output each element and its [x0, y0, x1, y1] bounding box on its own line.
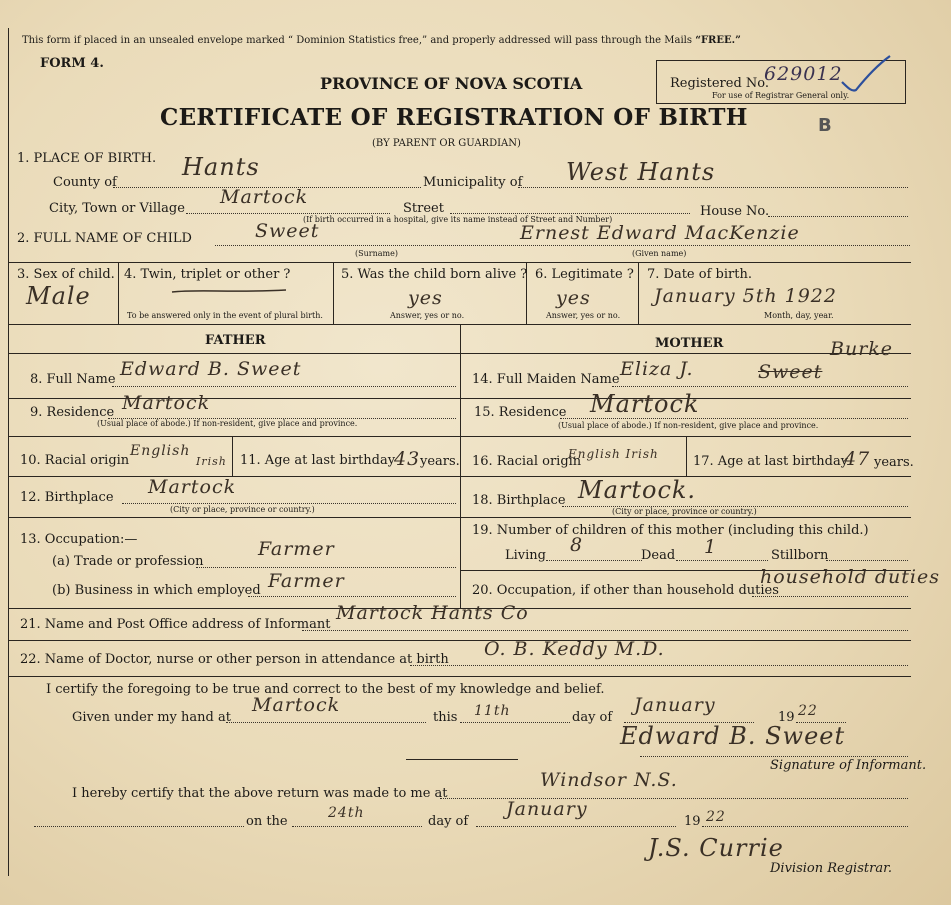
mother-birthplace-label: 18. Birthplace: [472, 493, 566, 508]
sex-value: Male: [26, 282, 91, 310]
doctor-label: 22. Name of Doctor, nurse or other person in attendance at birth: [20, 652, 449, 667]
father-racial-value-2: Irish: [196, 455, 227, 468]
division-registrar-caption: Division Registrar.: [770, 861, 892, 876]
this-label: this: [433, 710, 458, 725]
place-of-birth-label: 1. PLACE OF BIRTH.: [17, 151, 157, 166]
hereby-certify-label: I hereby certify that the above return was made to me at: [72, 786, 448, 801]
hospital-note: (If birth occurred in a hospital, give its name instead of Street and Number): [303, 215, 613, 224]
document-title: CERTIFICATE OF REGISTRATION OF BIRTH: [160, 104, 748, 131]
check-mark-icon: [838, 52, 894, 96]
informant-signature: Edward B. Sweet: [620, 722, 846, 750]
mother-heading: MOTHER: [655, 336, 724, 351]
mother-birthplace-value: Martock.: [578, 476, 697, 504]
house-number-label: House No.: [700, 204, 770, 219]
legitimate-caption: Answer, yes or no.: [546, 311, 621, 320]
date-birth-value: January 5th 1922: [654, 285, 837, 307]
mother-abode-note: (Usual place of abode.) If non-resident, give place and province.: [558, 421, 819, 430]
business-value: Farmer: [268, 570, 345, 592]
father-age-value: 43: [394, 448, 421, 470]
mother-racial-label: 16. Racial origin: [472, 454, 582, 469]
given-place-value: Martock: [252, 694, 341, 716]
surname-value: Sweet: [255, 220, 320, 242]
day-of-label-2: day of: [428, 814, 469, 829]
twin-note: To be answered only in the event of plural birth.: [127, 311, 323, 320]
father-name-label: 8. Full Name: [30, 372, 116, 387]
year-prefix-label-2: 19: [684, 814, 701, 829]
mother-maiden-value: Eliza J.: [620, 358, 694, 380]
father-years-label: years.: [420, 454, 460, 469]
mail-notice: This form if placed in an unsealed envelope marked “ Dominion Statistics free,” and properly addressed will pass through the Mails “FREE.”: [22, 35, 741, 46]
living-label: Living: [505, 548, 546, 563]
county-value: Hants: [182, 153, 260, 181]
mother-occupation-value: household duties: [760, 566, 940, 588]
mother-maiden-struck: Sweet: [758, 361, 823, 383]
given-month-value: January: [634, 694, 716, 716]
father-residence-value: Martock: [122, 392, 211, 414]
given-name-caption: (Given name): [632, 249, 687, 258]
sex-label: 3. Sex of child.: [17, 267, 115, 282]
father-heading: FATHER: [205, 333, 266, 348]
father-age-label: 11. Age at last birthday: [240, 453, 396, 468]
date-birth-caption: Month, day, year.: [764, 311, 834, 320]
year-prefix-label: 19: [778, 710, 795, 725]
stamp-mark: B: [818, 115, 832, 136]
dead-label: Dead: [641, 548, 676, 563]
born-alive-caption: Answer, yes or no.: [390, 311, 465, 320]
mother-age-value: 47: [844, 448, 871, 470]
full-name-child-label: 2. FULL NAME OF CHILD: [17, 231, 192, 246]
mother-occupation-label: 20. Occupation, if other than household duties: [472, 583, 779, 598]
signature-informant-caption: Signature of Informant.: [770, 758, 927, 773]
city-label: City, Town or Village: [49, 201, 185, 216]
on-the-label: on the: [246, 814, 288, 829]
received-month-value: January: [506, 798, 588, 820]
mother-maiden-label: 14. Full Maiden Name: [472, 372, 620, 387]
born-alive-label: 5. Was the child born alive ?: [341, 267, 528, 282]
mother-residence-label: 15. Residence: [474, 405, 567, 420]
street-label: Street: [403, 201, 444, 216]
father-birthplace-value: Martock: [148, 476, 237, 498]
mother-years-label: years.: [874, 455, 914, 470]
twin-label: 4. Twin, triplet or other ?: [124, 267, 291, 282]
father-racial-value: English: [130, 443, 191, 459]
informant-value: Martock Hants Co: [336, 602, 529, 624]
father-abode-note: (Usual place of abode.) If non-resident, give place and province.: [97, 419, 358, 428]
father-birthplace-label: 12. Birthplace: [20, 490, 114, 505]
municipality-value: West Hants: [566, 158, 716, 186]
twin-dash-mark: [170, 286, 290, 296]
given-day-value: 11th: [474, 703, 511, 719]
living-value: 8: [570, 534, 584, 556]
certify-statement: I certify the foregoing to be true and correct to the best of my knowledge and belief.: [46, 682, 605, 697]
given-year-value: 22: [798, 703, 818, 719]
received-place-value: Windsor N.S.: [540, 769, 678, 791]
father-residence-label: 9. Residence: [30, 405, 115, 420]
father-name-value: Edward B. Sweet: [120, 358, 302, 380]
mother-age-label: 17. Age at last birthday: [693, 454, 849, 469]
document-subtitle: (BY PARENT OR GUARDIAN): [372, 138, 521, 149]
surname-caption: (Surname): [355, 249, 398, 258]
trade-value: Farmer: [258, 538, 335, 560]
registrar-use-note: For use of Registrar General only.: [712, 91, 850, 100]
given-name-value: Ernest Edward MacKenzie: [520, 222, 800, 244]
province-heading: PROVINCE OF NOVA SCOTIA: [320, 74, 583, 93]
mother-maiden-correction: Burke: [830, 338, 894, 360]
mother-residence-value: Martock: [590, 390, 700, 418]
occupation-label: 13. Occupation:—: [20, 532, 138, 547]
children-label: 19. Number of children of this mother (including this child.): [472, 523, 869, 538]
registered-number: 629012: [764, 63, 843, 85]
stillborn-label: Stillborn: [771, 548, 829, 563]
father-racial-label: 10. Racial origin: [20, 453, 130, 468]
received-year-value: 22: [706, 809, 726, 825]
trade-label: (a) Trade or profession: [52, 554, 204, 569]
doctor-value: O. B. Keddy M.D.: [484, 638, 665, 660]
informant-label: 21. Name and Post Office address of Informant: [20, 617, 331, 632]
registered-label: Registered No.: [670, 76, 770, 91]
municipality-label: Municipality of: [423, 175, 523, 190]
received-day-value: 24th: [328, 805, 365, 821]
dead-value: 1: [704, 536, 718, 558]
county-label: County of: [53, 175, 117, 190]
mother-place-note: (City or place, province or country.): [612, 507, 757, 516]
city-value: Martock: [220, 186, 309, 208]
registrar-signature: J.S. Currie: [648, 834, 784, 862]
mother-racial-value: English Irish: [568, 447, 659, 461]
business-label: (b) Business in which employed: [52, 583, 261, 598]
form-number: FORM 4.: [40, 56, 104, 71]
day-of-label: day of: [572, 710, 613, 725]
father-place-note: (City or place, province or country.): [170, 505, 315, 514]
legitimate-label: 6. Legitimate ?: [535, 267, 634, 282]
legitimate-value: yes: [556, 287, 591, 309]
born-alive-value: yes: [408, 287, 443, 309]
date-birth-label: 7. Date of birth.: [647, 267, 752, 282]
given-under-label: Given under my hand at: [72, 710, 231, 725]
